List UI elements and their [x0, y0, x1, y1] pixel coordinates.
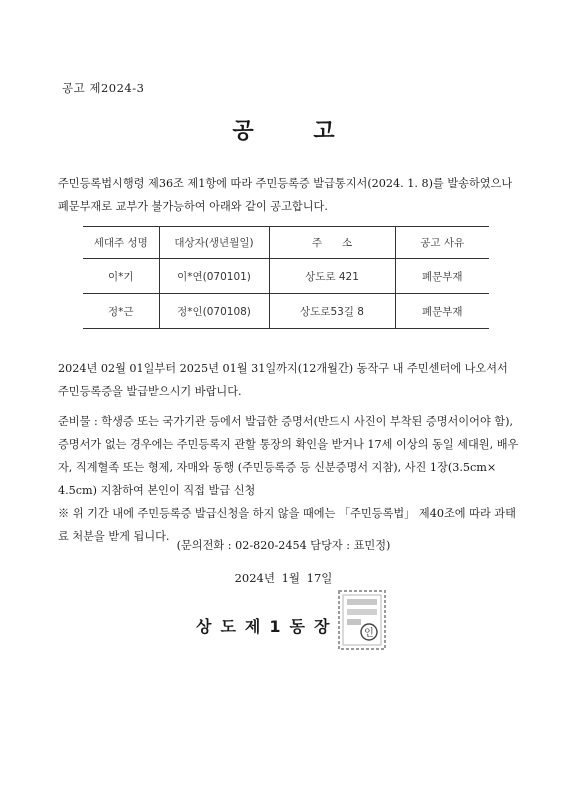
column-header: 주 소	[269, 227, 395, 259]
table-cell: 상도로53길 8	[269, 294, 395, 329]
seal-character: 인	[364, 628, 374, 639]
preparation-paragraph: 준비물 : 학생증 또는 국가기관 등에서 발급한 증명서(반드시 사진이 부착된 증명서이어야 함), 증명서가 없는 경우에는 주민등록지 관할 통장의 확인을 받거나 17세 이상의 동일 세대원, 배우자, 직계혈족 또는 형제, 자매와 동행 (주민등록증 등 신분증명서 지참), 사진 1장(3.5cm× 4.5cm) 지참하여 본인이 직접 발급 신청	[58, 415, 519, 497]
issuer-name: 상도제1동장	[196, 617, 339, 636]
table-cell: 정*근	[83, 294, 159, 329]
table-cell: 정*인(070108)	[159, 294, 269, 329]
period-paragraph: 2024년 02월 01일부터 2025년 01월 31일까지(12개월간) 동작구 내 주민센터에 나오셔서 주민등록증을 발급받으시기 바랍니다.	[58, 362, 508, 398]
table-row	[83, 259, 489, 294]
intro-paragraph: 주민등록법시행령 제36조 제1항에 따라 주민등록증 발급통지서(2024. 1. 8)를 발송하였으나 폐문부재로 교부가 불가능하여 아래와 같이 공고합니다.	[58, 177, 513, 213]
preparation-block	[58, 410, 524, 548]
page-title: 공 고	[232, 119, 361, 144]
official-seal-icon	[336, 588, 388, 652]
column-header: 공고 사유	[395, 227, 489, 259]
column-header: 세대주 성명	[83, 227, 159, 259]
table-cell: 이*기	[83, 259, 159, 294]
recipients-table	[83, 226, 489, 329]
table-row	[83, 294, 489, 329]
column-header: 대상자(생년월일)	[159, 227, 269, 259]
document-number: 공고 제2024-3	[62, 81, 145, 95]
table-header-row	[83, 227, 489, 259]
table-cell: 상도로 421	[269, 259, 395, 294]
warning-paragraph: ※ 위 기간 내에 주민등록증 발급신청을 하지 않을 때에는 「주민등록법」 제40조에 따라 과태료 처분을 받게 됩니다.	[58, 507, 516, 543]
contact-info: (문의전화 : 02-820-2454 담당자 : 표민정)	[176, 539, 391, 552]
table-cell: 폐문부재	[395, 294, 489, 329]
table-cell: 이*연(070101)	[159, 259, 269, 294]
issue-date: 2024년 1월 17일	[234, 571, 333, 585]
table-cell: 폐문부재	[395, 259, 489, 294]
